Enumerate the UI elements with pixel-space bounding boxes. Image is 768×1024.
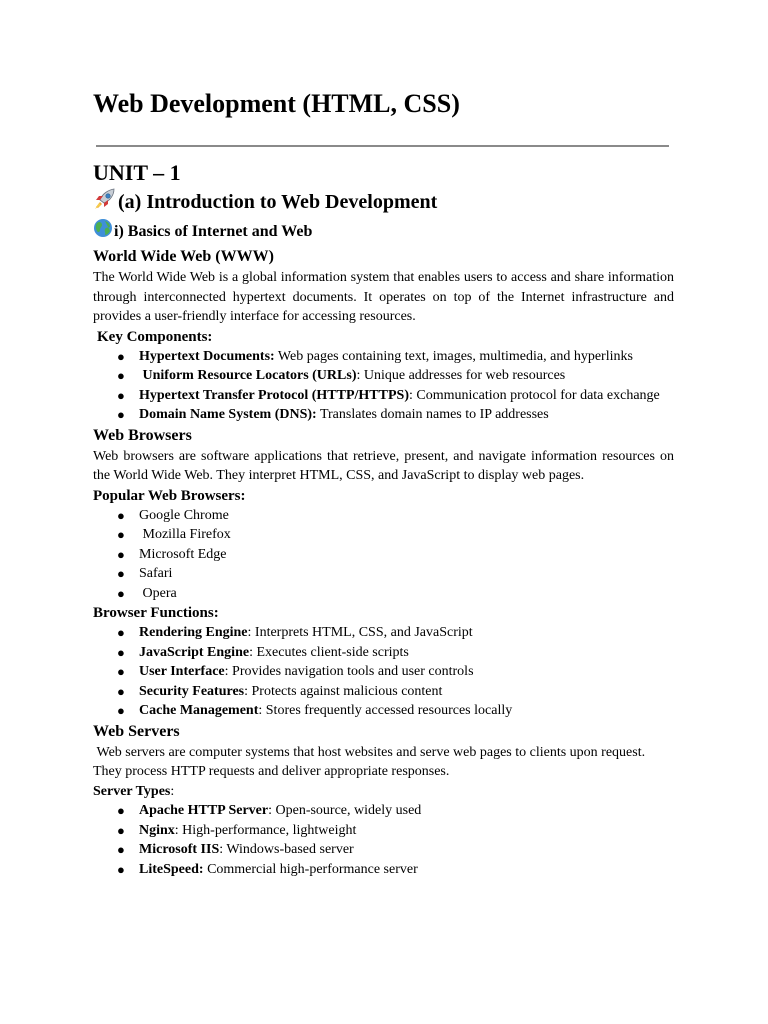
list-item-term: Apache HTTP Server	[139, 803, 269, 818]
subsection-heading-text: i) Basics of Internet and Web	[114, 223, 313, 240]
list-item-desc: : Windows-based server	[219, 842, 354, 857]
bullet-icon: ●	[117, 507, 125, 523]
browsers-paragraph: Web browsers are software applications that retrieve, present, and navigate information resources on the World Wide Web. They interpret HTML, CSS, and JavaScript to display web pages.	[93, 448, 674, 483]
list-item-desc: : Open-source, widely used	[268, 803, 422, 818]
list-item-term: Domain Name System (DNS):	[139, 407, 317, 422]
list-item-term: LiteSpeed:	[139, 861, 204, 877]
list-item-term: Rendering Engine	[139, 625, 248, 640]
list-item-term: Hypertext Transfer Protocol (HTTP/HTTPS)	[139, 387, 409, 403]
list-item-desc: : Unique addresses for web resources	[356, 368, 566, 383]
server-types-list	[93, 801, 674, 879]
list-item-term: Cache Management	[139, 703, 259, 718]
document-title: Web Development (HTML, CSS)	[93, 89, 460, 118]
list-item-desc: : Provides navigation tools and user controls	[224, 664, 474, 679]
key-components-label: Key Components:	[97, 328, 213, 345]
list-item-term: Nginx	[139, 822, 175, 838]
bullet-icon: ●	[117, 407, 125, 422]
list-item	[93, 701, 674, 721]
list-item-term: Uniform Resource Locators (URLs)	[142, 368, 357, 383]
browser-name: Opera	[142, 585, 177, 601]
bullet-icon: ●	[117, 546, 125, 562]
list-item-desc: Translates domain names to IP addresses	[316, 407, 549, 422]
bullet-icon: ●	[117, 822, 125, 838]
server-types-colon: :	[170, 783, 175, 799]
bullet-icon: ●	[117, 803, 125, 818]
section-heading	[93, 188, 674, 218]
list-item-term: Microsoft IIS	[139, 842, 220, 857]
list-item	[93, 584, 674, 604]
servers-paragraph-text: Web servers are computer systems that host websites and serve web pages to clients upon request. They process HTTP requests and deliver appropriate responses.	[93, 744, 646, 779]
bullet-icon: ●	[117, 387, 125, 403]
subsection-heading	[93, 218, 674, 246]
list-item	[93, 545, 674, 565]
bullet-icon: ●	[117, 527, 125, 542]
list-item-desc: : Communication protocol for data exchange	[409, 387, 660, 403]
title-divider	[96, 145, 669, 147]
list-item-desc: : Protects against malicious content	[244, 683, 443, 699]
list-item	[93, 840, 674, 860]
unit-heading: UNIT – 1	[93, 160, 181, 185]
bullet-icon: ●	[117, 842, 125, 857]
list-item-term: JavaScript Engine	[139, 644, 250, 660]
server-types-label-text: Server Types	[93, 783, 171, 799]
list-item-desc: Commercial high-performance server	[203, 861, 418, 877]
www-heading: World Wide Web (WWW)	[93, 248, 274, 265]
bullet-icon: ●	[117, 585, 125, 601]
list-item	[93, 662, 674, 682]
bullet-icon: ●	[117, 664, 125, 679]
browser-functions-label: Browser Functions:	[93, 605, 219, 621]
list-item	[93, 525, 674, 545]
rocket-icon	[93, 188, 117, 218]
bullet-icon: ●	[117, 703, 125, 718]
list-item	[93, 821, 674, 841]
list-item-term: User Interface	[139, 664, 225, 679]
bullet-icon: ●	[117, 625, 125, 640]
section-heading-text: (a) Introduction to Web Development	[118, 191, 438, 213]
list-item-term: Security Features	[139, 683, 245, 699]
bullet-icon: ●	[117, 348, 125, 364]
browser-name: Safari	[139, 566, 173, 581]
globe-icon	[93, 218, 113, 246]
bullet-icon: ●	[117, 861, 125, 877]
bullet-icon: ●	[117, 644, 125, 660]
browsers-heading: Web Browsers	[93, 426, 192, 444]
list-item-term: Hypertext Documents:	[139, 348, 275, 364]
list-item	[93, 623, 674, 643]
bullet-icon: ●	[117, 683, 125, 699]
list-item	[93, 386, 674, 406]
list-item	[93, 405, 674, 425]
bullet-icon: ●	[117, 566, 125, 581]
list-item-desc: : Executes client-side scripts	[249, 644, 409, 660]
list-item	[93, 860, 674, 880]
servers-paragraph	[93, 743, 674, 782]
list-item	[93, 347, 674, 367]
document-content	[93, 158, 674, 879]
list-item	[93, 564, 674, 584]
key-components-list	[93, 347, 674, 425]
list-item	[93, 366, 674, 386]
popular-browsers-list	[93, 506, 674, 604]
servers-heading: Web Servers	[93, 722, 180, 740]
list-item	[93, 801, 674, 821]
browser-name: Mozilla Firefox	[142, 527, 231, 542]
popular-browsers-label: Popular Web Browsers:	[93, 487, 246, 504]
list-item-desc: Web pages containing text, images, multimedia, and hyperlinks	[274, 348, 633, 364]
list-item	[93, 682, 674, 702]
server-types-label	[93, 782, 674, 802]
browser-name: Microsoft Edge	[139, 546, 227, 562]
list-item-desc: : High-performance, lightweight	[174, 822, 357, 838]
browser-functions-list	[93, 623, 674, 721]
list-item-desc: : Interprets HTML, CSS, and JavaScript	[247, 625, 473, 640]
bullet-icon: ●	[117, 368, 125, 383]
list-item	[93, 506, 674, 526]
list-item-desc: : Stores frequently accessed resources locally	[258, 703, 513, 718]
browser-name: Google Chrome	[139, 507, 229, 523]
list-item	[93, 643, 674, 663]
www-paragraph: The World Wide Web is a global information system that enables users to access and share information through interconnected hypertext documents. It operates on top of the Internet infrastructure and provides a user-friendly interface for accessing resources.	[93, 270, 674, 324]
